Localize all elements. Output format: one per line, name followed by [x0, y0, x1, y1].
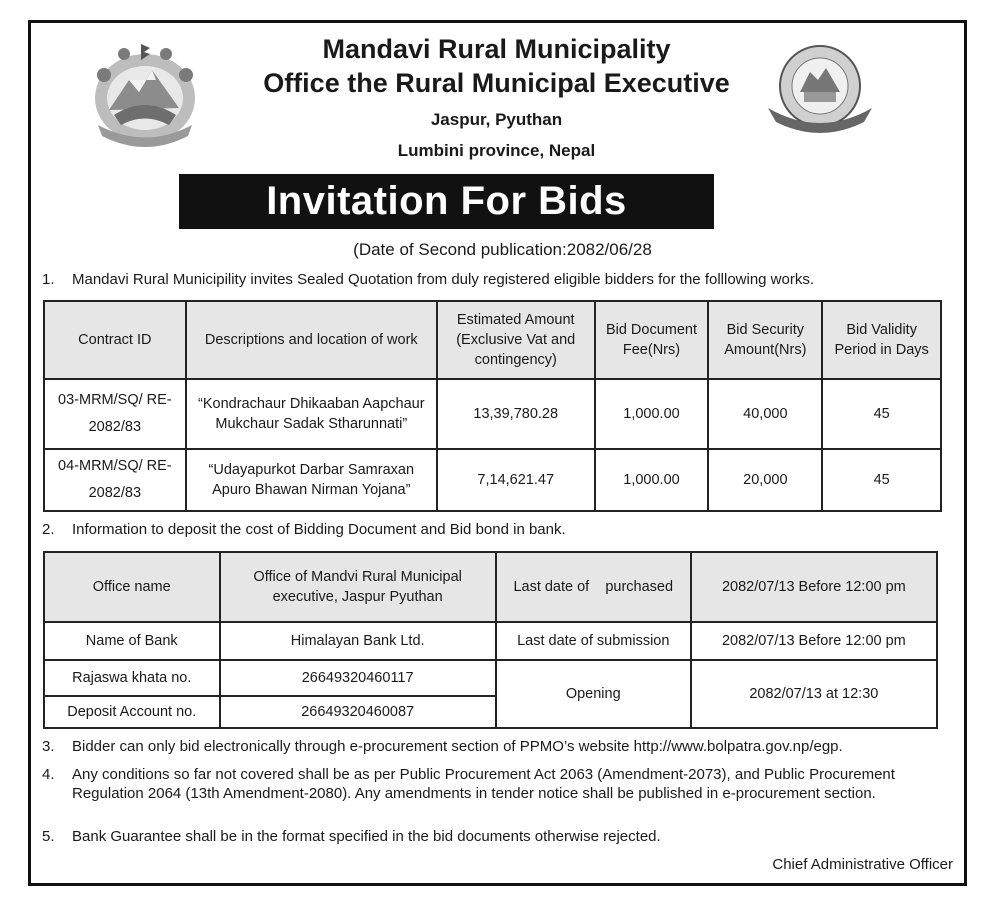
col-header-doc-fee: Bid Document Fee(Nrs) [595, 301, 709, 379]
contract-id-cell: 04-MRM/SQ/ RE-2082/83 [44, 449, 186, 511]
item-number: 4. [42, 766, 55, 783]
bank-name-label: Name of Bank [44, 622, 220, 660]
item-number: 2. [42, 521, 55, 538]
item-2 [42, 520, 566, 539]
last-submission-date-label: Last date of submission [496, 622, 691, 660]
item-text: Bidder can only bid electronically through e-procurement section of PPMO’s website http://www.bolpatra.gov.np/egp. [72, 738, 843, 755]
deposit-account-value: 26649320460087 [220, 696, 496, 728]
office-name-value: Office of Mandvi Rural Municipal executive, Jaspur Pyuthan [220, 552, 496, 622]
bank-info-table [43, 551, 938, 729]
validity-cell: 45 [822, 379, 941, 449]
item-number: 3. [42, 738, 55, 755]
col-header-estimated-amount: Estimated Amount (Exclusive Vat and contingency) [437, 301, 595, 379]
table-row [44, 449, 941, 511]
validity-cell: 45 [822, 449, 941, 511]
opening-value: 2082/07/13 at 12:30 [691, 660, 937, 728]
address-line-1: Jaspur, Pyuthan [430, 110, 563, 129]
table-header-row [44, 301, 941, 379]
office-name: Office the Rural Municipal Executive [263, 68, 730, 98]
bid-security-cell: 20,000 [708, 449, 822, 511]
doc-fee-cell: 1,000.00 [595, 449, 709, 511]
rajaswa-khata-value: 26649320460117 [220, 660, 496, 696]
office-name-label: Office name [44, 552, 220, 622]
bank-name-value: Himalayan Bank Ltd. [220, 622, 496, 660]
col-header-validity: Bid Validity Period in Days [822, 301, 941, 379]
col-header-bid-security: Bid Security Amount(Nrs) [708, 301, 822, 379]
bid-security-cell: 40,000 [708, 379, 822, 449]
estimated-amount-cell: 7,14,621.47 [437, 449, 595, 511]
deposit-account-label: Deposit Account no. [44, 696, 220, 728]
rajaswa-khata-label: Rajaswa khata no. [44, 660, 220, 696]
description-cell: “Kondrachaur Dhikaaban Aapchaur Mukchaur Sadak Stharunnati” [186, 379, 437, 449]
table-row [44, 622, 937, 660]
municipality-name: Mandavi Rural Municipality [322, 34, 671, 64]
item-4 [42, 765, 932, 803]
last-purchase-date-value: 2082/07/13 Before 12:00 pm [691, 552, 937, 622]
last-submission-date-value: 2082/07/13 Before 12:00 pm [691, 622, 937, 660]
publication-date: (Date of Second publication:2082/06/28 [353, 240, 652, 259]
description-cell: “Udayapurkot Darbar Samraxan Apuro Bhawan Nirman Yojana” [186, 449, 437, 511]
col-header-contract-id: Contract ID [44, 301, 186, 379]
table-row [44, 660, 937, 696]
item-text: Mandavi Rural Municipility invites Sealed Quotation from duly registered eligible bidders for the folllowing works. [72, 271, 815, 288]
works-table [43, 300, 942, 512]
item-5 [42, 827, 661, 846]
contract-id-cell: 03-MRM/SQ/ RE-2082/83 [44, 379, 186, 449]
item-1 [42, 270, 814, 289]
item-text: Any conditions so far not covered shall be as per Public Procurement Act 2063 (Amendment-2073), and Public Procurement Regulation 2064 (13th Amendment-2080). Any amendments in tender notice shall be published in e-procurement section. [72, 766, 895, 802]
item-text: Information to deposit the cost of Bidding Document and Bid bond in bank. [72, 521, 566, 538]
opening-label: Opening [496, 660, 691, 728]
table-row [44, 379, 941, 449]
address-line-2: Lumbini province, Nepal [397, 141, 596, 160]
estimated-amount-cell: 13,39,780.28 [437, 379, 595, 449]
item-3 [42, 737, 843, 756]
item-text: Bank Guarantee shall be in the format specified in the bid documents otherwise rejected. [72, 828, 661, 845]
last-purchase-date-label: Last date of purchased [496, 552, 691, 622]
col-header-description: Descriptions and location of work [186, 301, 437, 379]
item-number: 1. [42, 271, 55, 288]
table-row [44, 552, 937, 622]
signatory-title: Chief Administrative Officer [772, 856, 953, 873]
item-number: 5. [42, 828, 55, 845]
notice-title-banner: Invitation For Bids [179, 174, 714, 229]
doc-fee-cell: 1,000.00 [595, 379, 709, 449]
